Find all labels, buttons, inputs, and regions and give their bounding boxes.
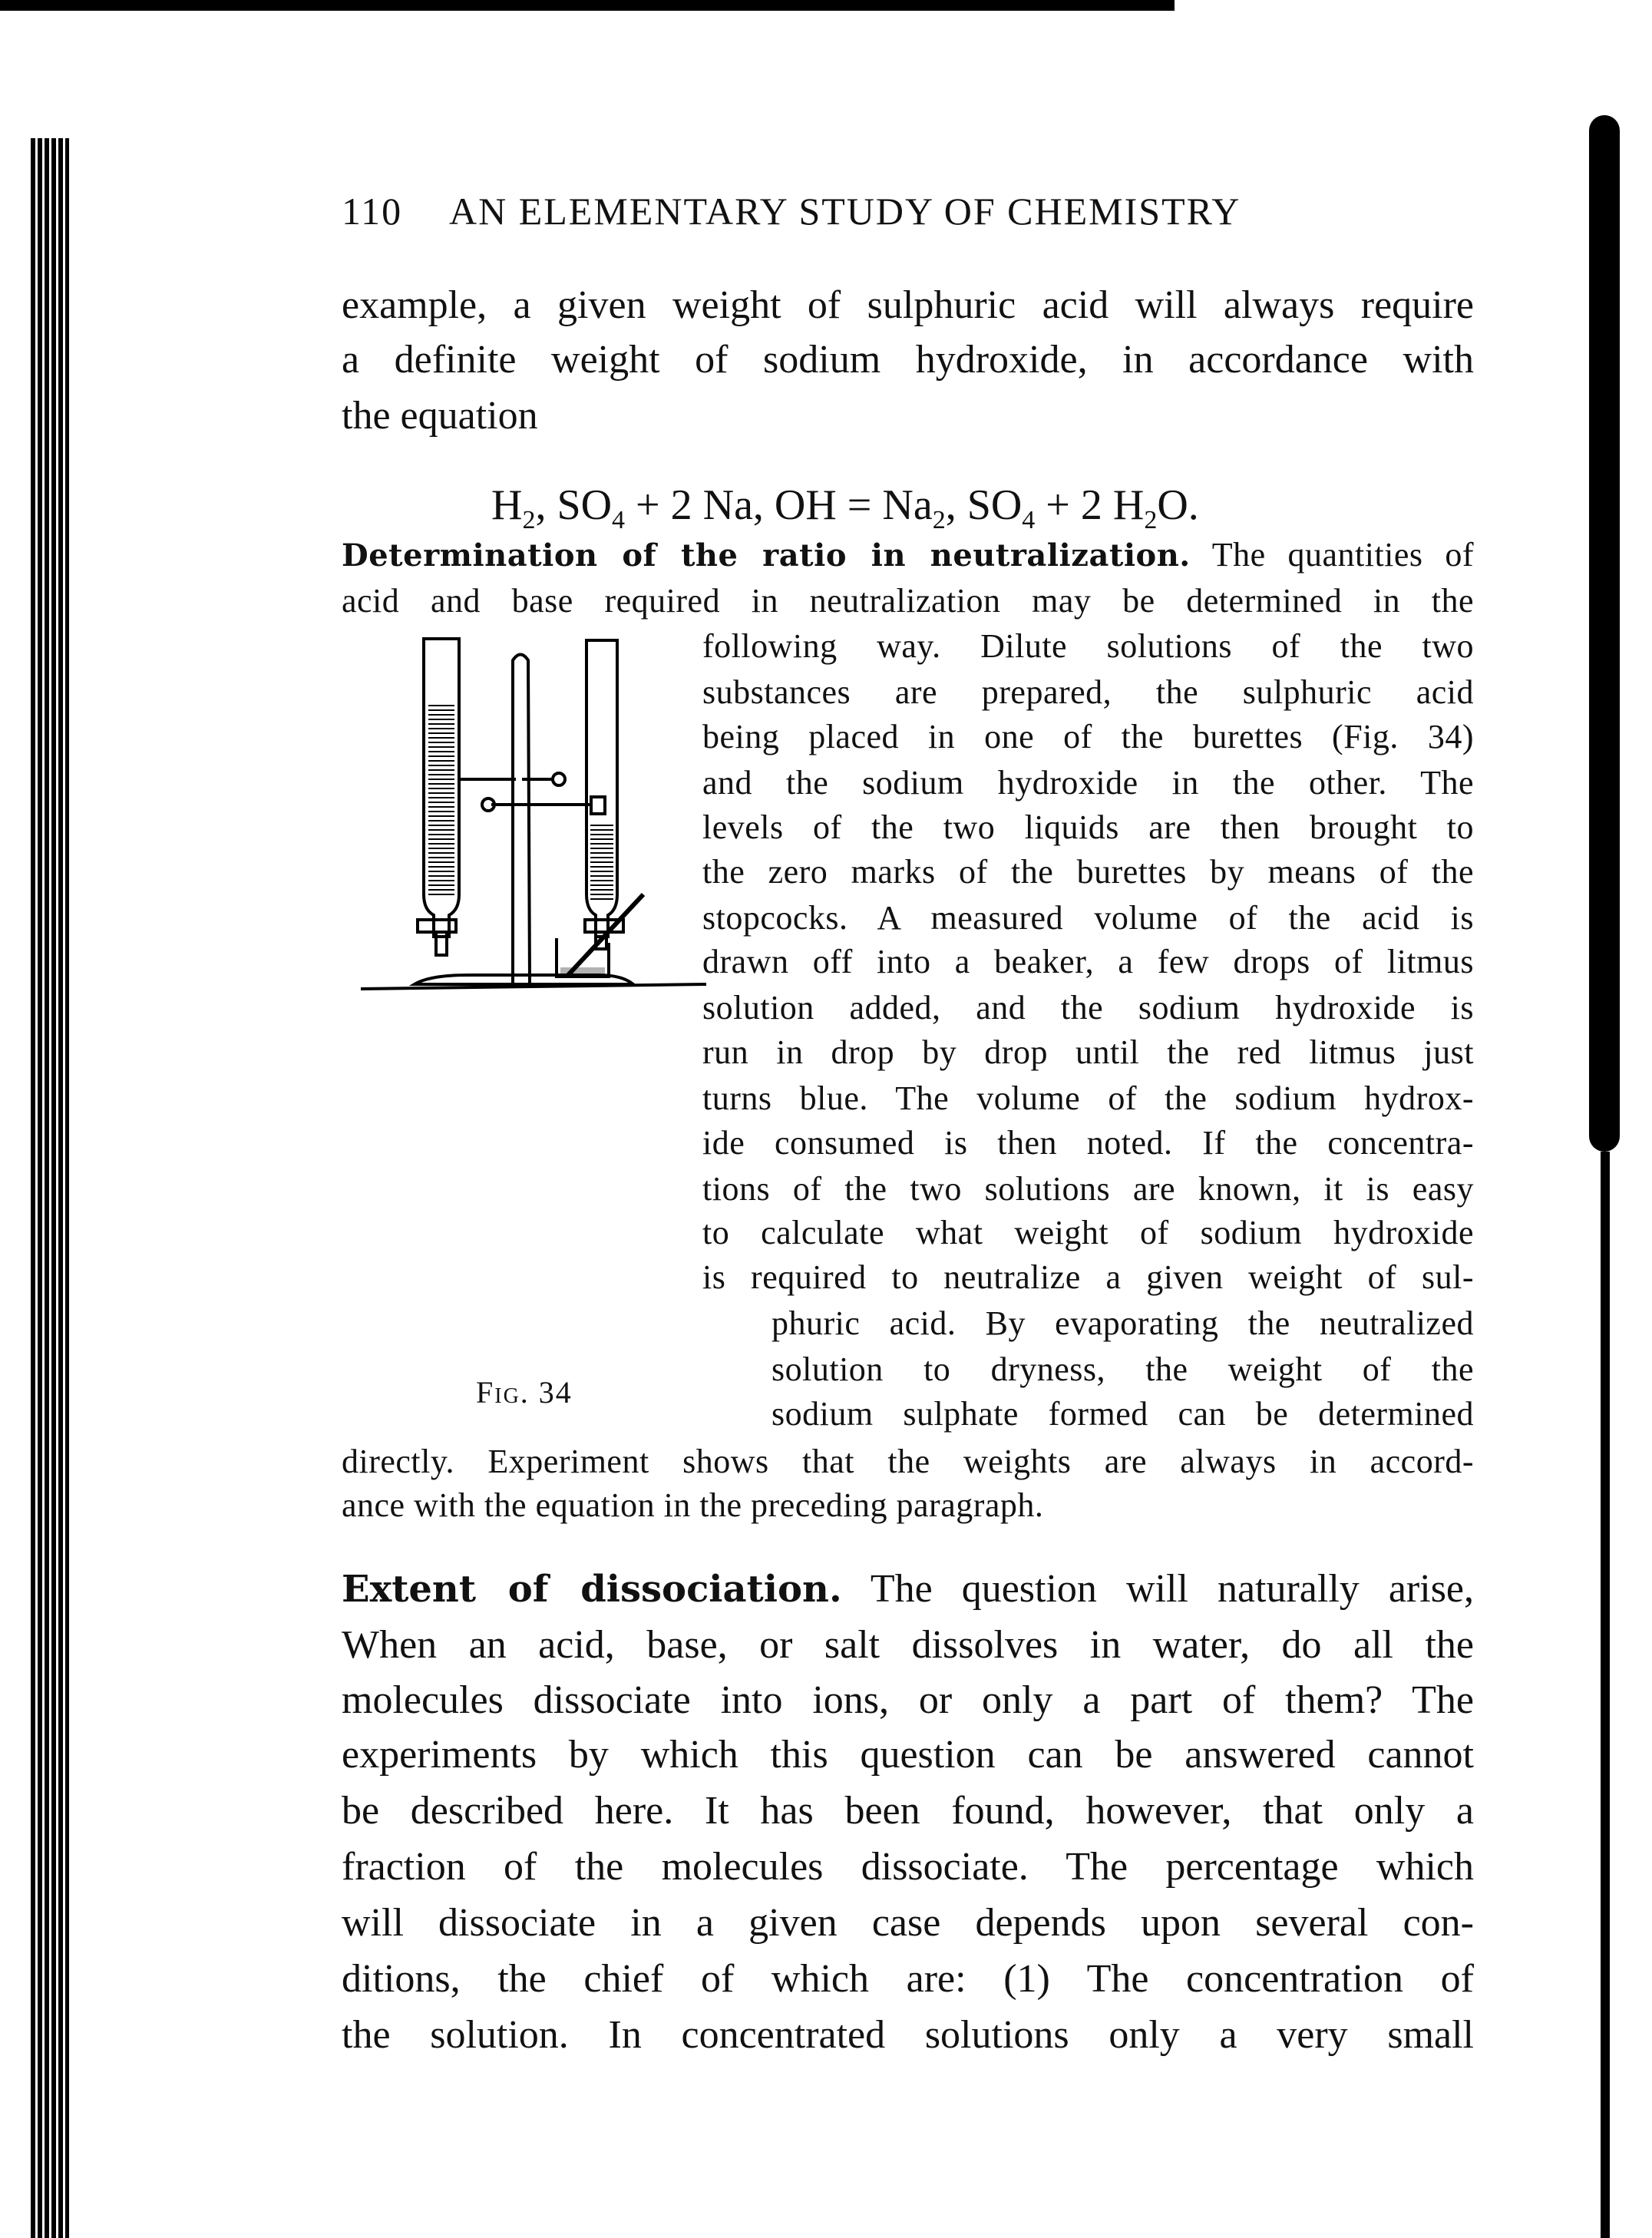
text-line: ance with the equation in the preceding paragraph. <box>342 1486 1044 1524</box>
running-header <box>342 188 1474 234</box>
text-line: directly. Experiment shows that the weights are always in accord- <box>342 1443 1474 1480</box>
figure-caption: Fig. 34 <box>476 1375 573 1410</box>
text-line: to calculate what weight of sodium hydroxide <box>702 1214 1474 1251</box>
text-line: levels of the two liquids are then brought to <box>702 808 1474 846</box>
page-number: 110 <box>342 190 403 233</box>
text-line: Determination of the ratio in neutralization. The quantities of <box>342 536 1474 574</box>
text-line: being placed in one of the burettes (Fig. 34) <box>702 718 1474 755</box>
text-line: the zero marks of the burettes by means of the <box>702 853 1474 891</box>
text-line: stopcocks. A measured volume of the acid is <box>702 899 1474 937</box>
text-line: turns blue. The volume of the sodium hydrox- <box>702 1079 1474 1117</box>
text-line: When an acid, base, or salt dissolves in water, do all the <box>342 1623 1474 1667</box>
text-line: a definite weight of sodium hydroxide, in accordance with <box>342 338 1474 382</box>
text-line: sodium sulphate formed can be determined <box>771 1395 1474 1433</box>
section-heading: Extent of dissociation. <box>342 1568 842 1611</box>
running-title: AN ELEMENTARY STUDY OF CHEMISTRY <box>449 190 1241 233</box>
left-burette <box>418 639 459 955</box>
text-line: is required to neutralize a given weight of sul- <box>702 1258 1474 1296</box>
text-line: the equation <box>342 394 538 438</box>
text-line: the solution. In concentrated solutions only a very small <box>342 2013 1474 2057</box>
section-heading: Determination of the ratio in neutralization. <box>342 537 1191 574</box>
text-line: will dissociate in a given case depends upon several con- <box>342 1901 1474 1945</box>
burette-figure <box>338 630 768 1436</box>
text-line: drawn off into a beaker, a few drops of litmus <box>702 943 1474 980</box>
scan-right-edge-lower <box>1601 1152 1610 2238</box>
right-burette <box>585 640 623 949</box>
text-line: following way. Dilute solutions of the two <box>702 627 1474 665</box>
text-line: molecules dissociate into ions, or only a part of them? The <box>342 1678 1474 1722</box>
ring-stand <box>361 655 706 990</box>
text-line: ide consumed is then noted. If the concentra- <box>702 1124 1474 1162</box>
scan-top-edge <box>0 0 1175 11</box>
text-line: substances are prepared, the sulphuric acid <box>702 673 1474 711</box>
text-line: experiments by which this question can be answered cannot <box>342 1733 1474 1777</box>
text-line: solution added, and the sodium hydroxide is <box>702 989 1474 1026</box>
text-line: Extent of dissociation. The question will naturally arise, <box>342 1567 1475 1611</box>
scan-left-edge <box>31 138 69 2238</box>
text-line: tions of the two solutions are known, it is easy <box>702 1170 1474 1208</box>
equation: $H_2$, $SO_4 + 2$ Na, OH = $Na_2$, $SO_4 + 2$ $H_2O$. <box>491 481 1199 535</box>
text-line: be described here. It has been found, however, that only a <box>342 1789 1474 1833</box>
text-line: solution to dryness, the weight of the <box>771 1350 1474 1388</box>
scan-right-edge <box>1589 115 1620 1152</box>
text-line: fraction of the molecules dissociate. The percentage which <box>342 1845 1474 1889</box>
text-line: ditions, the chief of which are: (1) The concentration of <box>342 1957 1474 2001</box>
text-line: phuric acid. By evaporating the neutralized <box>771 1304 1474 1342</box>
text-line: acid and base required in neutralization may be determined in the <box>342 582 1474 620</box>
text-line: run in drop by drop until the red litmus just <box>702 1033 1474 1071</box>
text-line: example, a given weight of sulphuric acid will always require <box>342 283 1474 327</box>
text-line: and the sodium hydroxide in the other. The <box>702 764 1474 802</box>
